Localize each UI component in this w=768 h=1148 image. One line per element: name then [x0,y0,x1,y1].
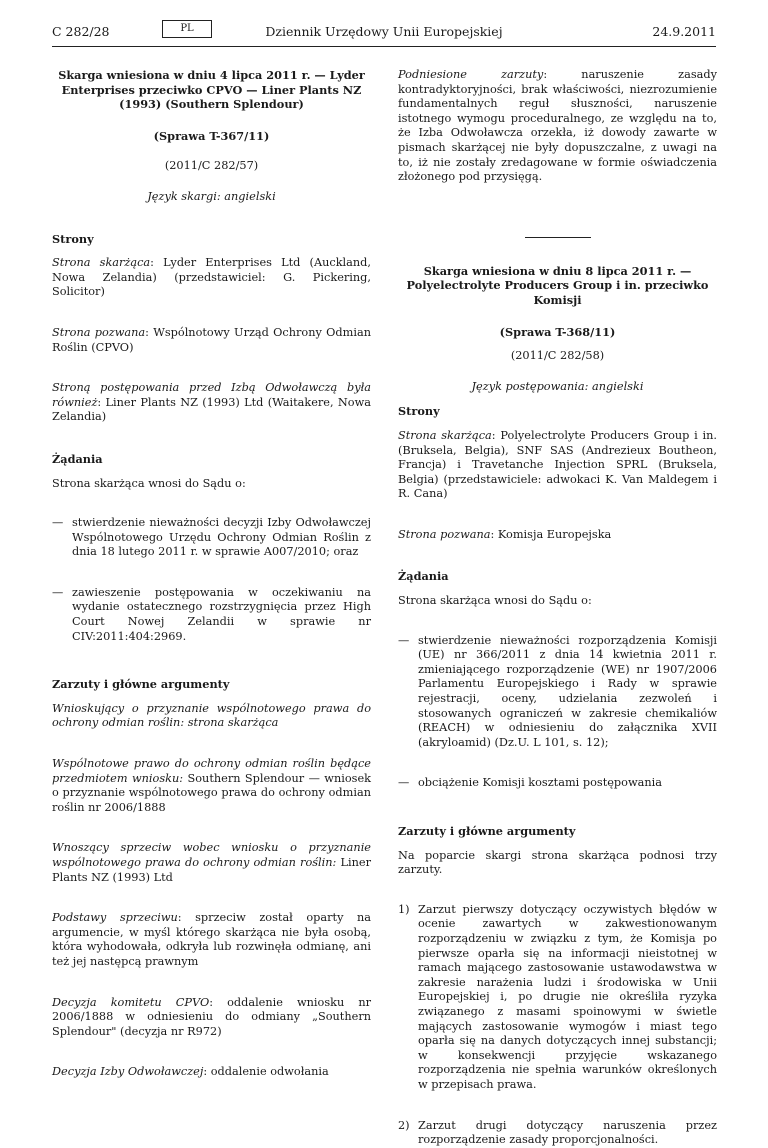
header-rule [52,46,716,47]
board-decision-paragraph: Decyzja Izby Odwoławczej: oddalenie odwołania [52,1065,329,1079]
list-item: — obciążenie Komisji kosztami postępowania [398,776,662,790]
parties-heading: Strony [398,404,440,419]
list-item: — stwierdzenie nieważności rozporządzenia Komisji (UE) nr 366/2011 z dnia 14 kwietnia 2011 r. zmieniającego rozporządzenie (WE) nr 1907/2006 Parlamentu Europejskiego i Rady w sprawie rejestracji, oceny, udzielania zezwoleń i stosowanych ograniczeń w zakresie chemikaliów (REACH) w odniesieniu do załącznika XVII (akryloamid) (Dz.U. L 101, s. 12); [398,633,717,749]
case-title: Skarga wniesiona w dniu 4 lipca 2011 r. — Lyder Enterprises przeciwko CPVO — Liner Plants NZ (1993) (Southern Splendour) [58,68,365,112]
grounds-paragraph: Podstawy sprzeciwu: sprzeciw został oparty na argumencie, w myśl którego skarżąca nie była osobą, która wyhodowała, odkryła lub rozwinęła odmianę, ani też jej następcą prawnym [52,911,372,968]
applicant-for-paragraph: Wnioskujący o przyznanie wspólnotowego prawa do ochrony odmian roślin: strona skarżąca [52,701,371,730]
defendant-paragraph: Strona pozwana: Wspólnotowy Urząd Ochrony Odmian Roślin (CPVO) [52,325,371,354]
claims-intro: Strona skarżąca wnosi do Sądu o: [52,476,246,490]
section-separator [525,237,591,238]
case-number: (Sprawa T-368/11) [499,324,616,339]
list-item: — zawieszenie postępowania w oczekiwaniu na wydanie ostatecznego rozstrzygnięcia przez High Court Nowej Zelandii w sprawie nr CIV:2011:404:2969. [52,585,371,643]
running-header [52,20,716,44]
case-number: (Sprawa T-367/11) [153,128,270,143]
parties-heading: Strony [52,231,94,246]
other-party-paragraph: Stroną postępowania przed Izbą Odwoławczą była również: Liner Plants NZ (1993) Ltd (Waitakere, Nowa Zelandia) [52,381,371,424]
committee-decision-paragraph: Decyzja komitetu CPVO: oddalenie wniosku nr 2006/1888 w odniesieniu do odmiany „Southern Splendour" (decyzja nr R972) [52,995,371,1038]
applicant-paragraph: Strona skarżąca: Polyelectrolyte Producers Group i in. (Bruksela, Belgia), SNF SAS (Andrezieux Boutheon, Francja) i Travetanche Injection SPRL (Bruksela, Belgia) (przedstawiciele: adwokaci K. Van Maldegem i R. Cana) [398,428,718,501]
claims-heading: Żądania [52,451,103,466]
publication-reference: (2011/C 282/58) [510,349,605,363]
pleas-heading: Zarzuty i główne argumenty [52,677,230,692]
pleas-intro: Na poparcie skargi strona skarżąca podnosi trzy zarzuty. [398,848,717,877]
defendant-paragraph: Strona pozwana: Komisja Europejska [398,527,612,541]
right-column [398,56,717,1148]
opponent-paragraph: Wnoszący sprzeciw wobec wniosku o przyznanie wspólnotowego prawa do ochrony odmian roślin: Liner Plants NZ (1993) Ltd [52,841,371,884]
left-column [52,56,371,1080]
case-title: Skarga wniesiona w dniu 8 lipca 2011 r. — Polyelectrolyte Producers Group i in. przeciwko Komisji [406,263,709,307]
language-badge: PL [162,20,212,38]
language-of-case: Język skargi: angielski [147,189,276,203]
list-item: 2) Zarzut drugi dotyczący naruszenia przez rozporządzenie zasady proporcjonalności. [398,1118,717,1147]
issue-date: 24.9.2011 [652,24,716,39]
pleas-raised-paragraph: Podniesione zarzuty: naruszenie zasady kontradyktoryjności, brak właściwości, niezrozumienie fundamentalnych reguł słuszności, naruszenie istotnego wymogu proceduralnego, ze względu na to, że Izba Odwoławcza orzekła, iż dowody zawarte w pismach skarżącej nie były dopuszczalne, z uwagi na to, iż nie zostały zredagowane w formie oświadczenia złożonego pod przysięgą. [398,68,717,184]
list-item: — stwierdzenie nieważności decyzji Izby Odwoławczej Wspólnotowego Urzędu Ochrony Odmian Roślin z dnia 18 lutego 2011 r. w sprawie A007/2010; oraz [52,516,371,559]
claims-heading: Żądania [398,569,449,584]
pleas-heading: Zarzuty i główne argumenty [398,824,576,838]
page-reference: C 282/28 [52,24,110,39]
language-of-case: Język postępowania: angielski [471,379,644,393]
list-item: 1) Zarzut pierwszy dotyczący oczywistych błędów w ocenie zawartych w zakwestionowanym rozporządzeniu w związku z tym, że Komisja po pierwsze oparła się na informacji nieistotnej w ramach mającego zastosowanie ustawodawstwa w zakresie narażenia ludzi i środowiska w Unii Europejskiej i, po drugie nie określiła ryzyka związanego z masami spoinowymi w świetle mających zastosowanie wymogów i miast tego oparła się na danych dotyczących innej substancji; w konsekwencji przyjęcie wskazanego rozporządzenia nie spełnia warunków określonych w przepisach prawa. [398,902,717,1091]
claims-intro: Strona skarżąca wnosi do Sądu o: [398,594,592,608]
publication-reference: (2011/C 282/57) [164,159,259,173]
applicant-paragraph: Strona skarżąca: Lyder Enterprises Ltd (Auckland, Nowa Zelandia) (przedstawiciel: G. Pickering, Solicitor) [52,256,371,299]
right-sought-paragraph: Wspólnotowe prawo do ochrony odmian roślin będące przedmiotem wniosku: Southern Splendour — wniosek o przyznanie wspólnotowego prawa do ochrony odmian roślin nr 2006/1888 [52,757,371,814]
journal-title: Dziennik Urzędowy Unii Europejskiej [265,24,503,39]
